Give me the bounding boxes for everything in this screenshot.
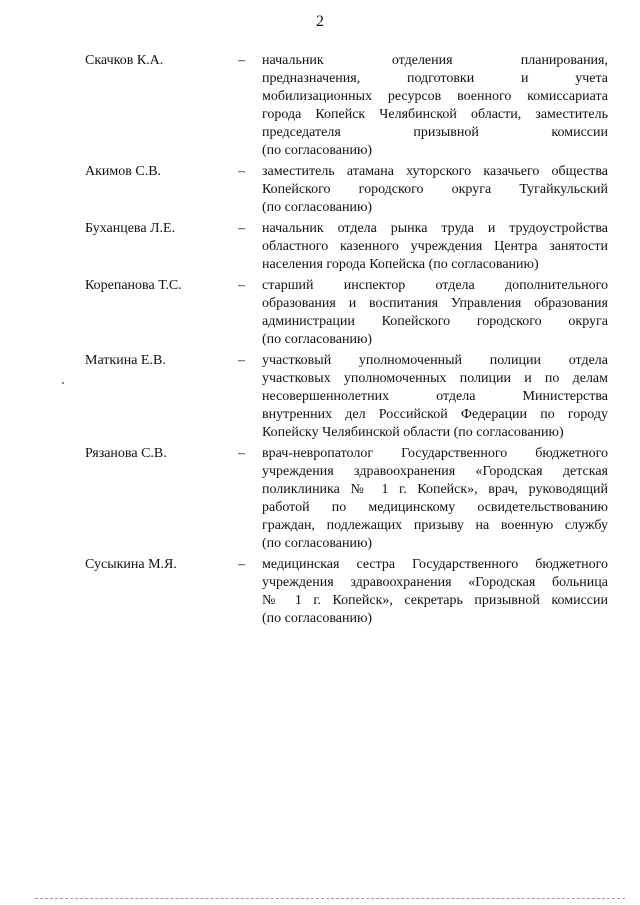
commission-member-list — [0, 52, 640, 631]
description-line: председателя призывной комиссии — [262, 125, 608, 140]
member-entry — [0, 277, 640, 349]
member-entry — [0, 352, 640, 442]
description-line: (по согласованию) — [262, 536, 373, 551]
description-line: участковый уполномоченный полиции отдела — [262, 353, 608, 368]
description-line: внутренних дел Российской Федерации по городу — [262, 407, 608, 422]
description-line: начальник отдела рынка труда и трудоустройства — [262, 221, 608, 236]
member-name: Скачков К.А. — [85, 53, 164, 68]
description-line: № 1 г. Копейск», секретарь призывной комиссии — [262, 593, 608, 608]
member-entry — [0, 163, 640, 217]
member-position-description — [262, 220, 608, 274]
member-entry — [0, 445, 640, 553]
description-line: работой по медицинскому освидетельствованию — [262, 500, 608, 515]
member-name: Буханцева Л.Е. — [85, 221, 176, 236]
description-line: Копейского городского округа Тугайкульский — [262, 182, 608, 197]
description-line: учреждения здравоохранения «Городская детская — [262, 464, 608, 479]
description-line: предназначения, подготовки и учета — [262, 71, 608, 86]
member-name: Маткина Е.В. — [85, 353, 166, 368]
description-line: медицинская сестра Государственного бюджетного — [262, 557, 608, 572]
entry-dash: – — [238, 221, 245, 236]
entry-dash: – — [238, 278, 245, 293]
page-number: 2 — [316, 13, 324, 30]
member-entry — [0, 556, 640, 628]
entry-dash: – — [238, 557, 245, 572]
member-position-description — [262, 445, 608, 553]
description-line: начальник отделения планирования, — [262, 53, 608, 68]
member-name: Акимов С.В. — [85, 164, 162, 179]
entry-dash: – — [238, 446, 245, 461]
description-line: (по согласованию) — [262, 200, 373, 215]
member-position-description — [262, 556, 608, 628]
entry-dash: – — [238, 53, 245, 68]
member-name: Сусыкина М.Я. — [85, 557, 177, 572]
description-line: (по согласованию) — [262, 143, 373, 158]
description-line: Копейску Челябинской области (по согласованию) — [262, 425, 564, 440]
description-line: мобилизационных ресурсов военного комиссариата — [262, 89, 608, 104]
margin-speck — [62, 382, 64, 384]
member-name: Корепанова Т.С. — [85, 278, 182, 293]
member-position-description — [262, 277, 608, 349]
description-line: города Копейск Челябинской области, заместитель — [262, 107, 608, 122]
member-position-description — [262, 352, 608, 442]
description-line: врач-невропатолог Государственного бюджетного — [262, 446, 608, 461]
member-entry — [0, 52, 640, 160]
entry-dash: – — [238, 353, 245, 368]
description-line: администрации Копейского городского округа — [262, 314, 608, 329]
entry-dash: – — [238, 164, 245, 179]
description-line: граждан, подлежащих призыву на военную службу — [262, 518, 608, 533]
description-line: учреждения здравоохранения «Городская больница — [262, 575, 608, 590]
description-line: (по согласованию) — [262, 332, 373, 347]
description-line: старший инспектор отдела дополнительного — [262, 278, 608, 293]
description-line: поликлиника № 1 г. Копейск», врач, руководящий — [262, 482, 608, 497]
description-line: образования и воспитания Управления образования — [262, 296, 608, 311]
member-name: Рязанова С.В. — [85, 446, 167, 461]
description-line: (по согласованию) — [262, 611, 373, 626]
description-line: заместитель атамана хуторского казачьего общества — [262, 164, 608, 179]
member-position-description — [262, 52, 608, 160]
member-entry — [0, 220, 640, 274]
description-line: населения города Копейска (по согласованию) — [262, 257, 539, 272]
scan-bottom-edge — [35, 898, 625, 899]
member-position-description — [262, 163, 608, 217]
description-line: областного казенного учреждения Центра занятости — [262, 239, 608, 254]
description-line: участковых уполномоченных полиции и по делам — [262, 371, 608, 386]
description-line: несовершеннолетних отдела Министерства — [262, 389, 608, 404]
